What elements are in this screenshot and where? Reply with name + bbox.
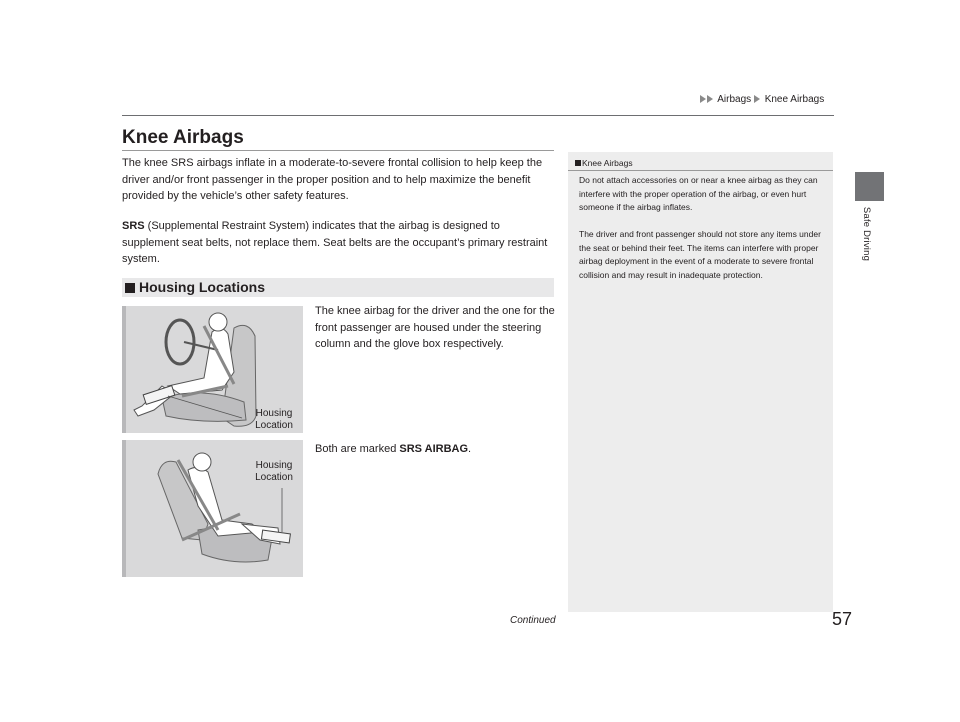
note-paragraph: Do not attach accessories on or near a knee airbag as they can interfere with the proper operation of the airbag, or even hurt someone if the airbag inflates. xyxy=(579,175,818,212)
driver-knee-airbag-illustration xyxy=(122,306,303,433)
housing-paragraph: The knee airbag for the driver and the one for the front passenger are housed under the steering column and the glove box respectively. xyxy=(315,305,555,350)
page-title: Knee Airbags xyxy=(122,127,244,148)
srs-paragraph xyxy=(122,218,558,268)
section-title: Housing Locations xyxy=(139,279,265,295)
passenger-knee-airbag-illustration xyxy=(122,440,303,577)
continued-label: Continued xyxy=(510,615,556,626)
housing-location-label xyxy=(246,408,302,432)
note-box xyxy=(568,152,833,612)
marked-prefix: Both are marked xyxy=(315,443,400,455)
note-paragraph: The driver and front passenger should not store any items under the seat or behind their feet. The items can interfere with proper airbag deployment in the event of a moderate to severe frontal collision and may result in inadequate protection. xyxy=(579,229,821,280)
chapter-tab-label: Safe Driving xyxy=(861,206,872,262)
title-rule xyxy=(122,150,554,151)
chapter-tab[interactable] xyxy=(855,172,884,201)
note-rule xyxy=(568,170,833,171)
header-rule xyxy=(122,115,834,116)
square-bullet-icon xyxy=(125,283,135,293)
arrow-icon xyxy=(707,95,713,103)
arrow-icon xyxy=(754,95,760,103)
label-line: Location xyxy=(255,472,293,483)
label-line: Housing xyxy=(255,408,293,419)
srs-term: SRS xyxy=(122,220,145,232)
breadcrumb-item-knee-airbags[interactable]: Knee Airbags xyxy=(764,94,825,105)
marked-term: SRS AIRBAG xyxy=(399,443,469,455)
marked-suffix: . xyxy=(468,443,472,455)
label-line: Location xyxy=(255,420,293,431)
marked-paragraph xyxy=(315,441,555,458)
page-number: 57 xyxy=(832,609,853,629)
housing-location-label xyxy=(246,460,302,484)
label-line: Housing xyxy=(255,460,293,471)
note-heading xyxy=(575,158,633,168)
breadcrumb xyxy=(700,94,824,105)
arrow-icon xyxy=(700,95,706,103)
intro-paragraph: The knee SRS airbags inflate in a moderate-to-severe frontal collision to help keep the driver and/or front passenger in the proper position and to help maximize the benefit provided by the vehicle’s other safety features. xyxy=(122,157,543,202)
note-icon xyxy=(575,160,581,166)
section-heading xyxy=(122,278,554,297)
breadcrumb-item-airbags[interactable]: Airbags xyxy=(717,94,752,105)
note-heading-text: Knee Airbags xyxy=(582,158,633,168)
srs-text: (Supplemental Restraint System) indicates that the airbag is designed to supplement seat belts, not replace them. Seat belts are the occupant’s primary restraint system. xyxy=(122,220,548,265)
